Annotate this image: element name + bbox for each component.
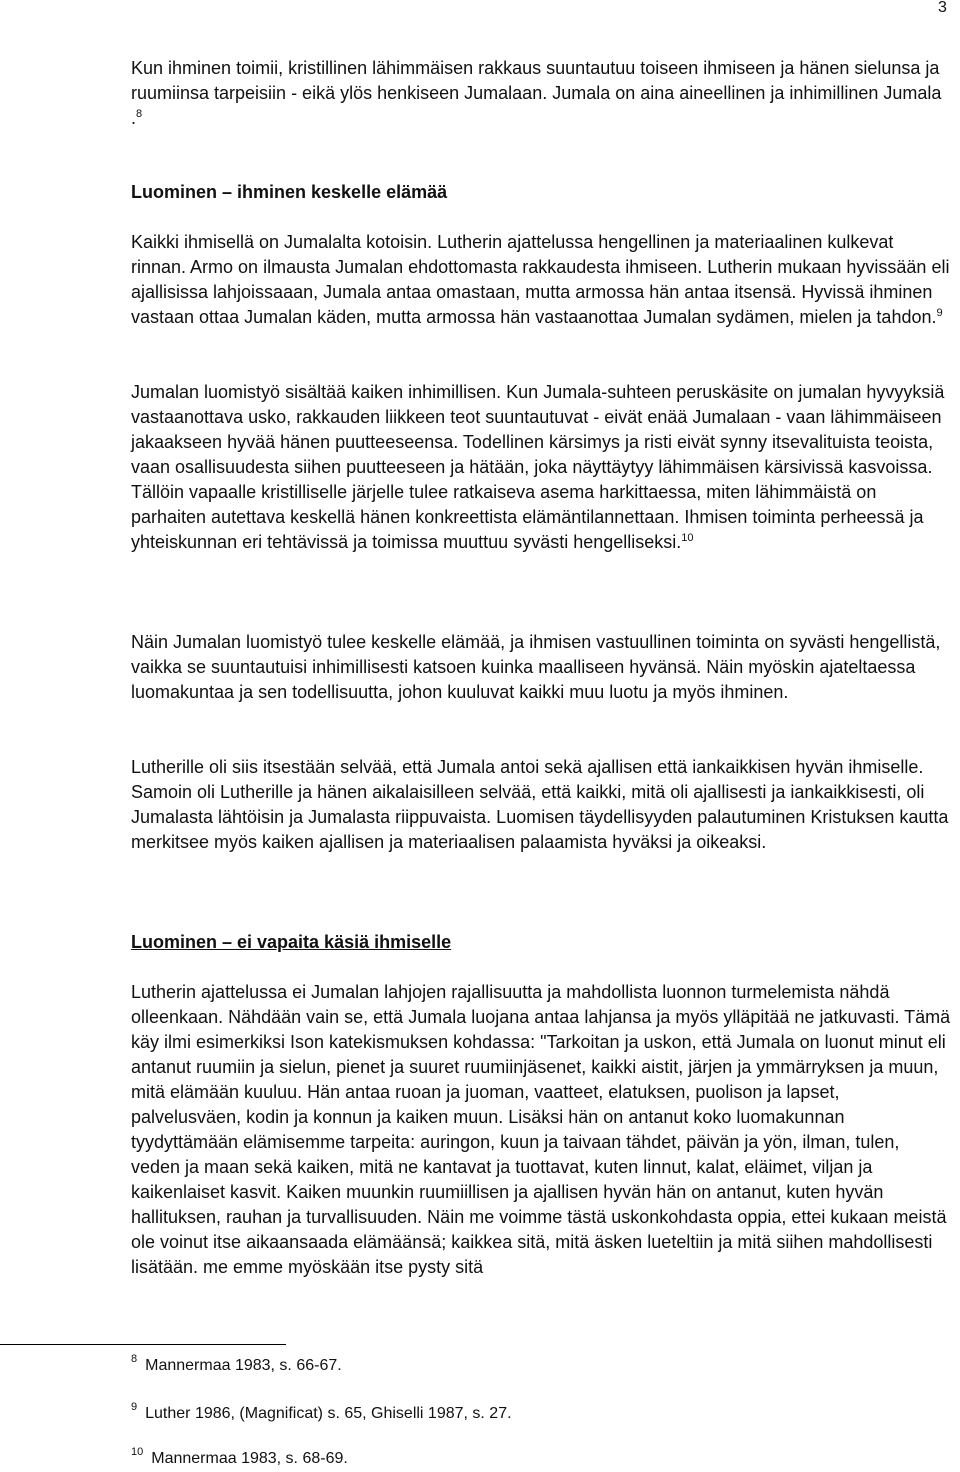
paragraph-center-of-life [131,630,953,705]
paragraph-text: Jumalan luomistyö sisältää kaiken inhimillisen. Kun Jumala-suhteen peruskäsite on jumalan hyvyyksiä vastaanottava usko, rakkauden liikkeen teot suuntautuvat - eivät enää Jumalaan - vaan lähimmäiseen jakaakseen hyvää hänen puutteeseensa. Todellinen kärsimys ja risti eivät synny itsevalituista teoista, vaan osallisuudesta siihen puutteeseen ja hätään, joka näyttäytyy lähimmäisen kärsivissä kasvoissa. Tällöin vapaalle kristilliselle järjelle tulee ratkaiseva asema harkittaessa, miten lähimmäistä on parhaiten autettava keskellä hänen konkreettista elämäntilannettaan. Ihmisen toiminta perheessä ja yhteiskunnan eri tehtävissä ja toimissa muuttuu syvästi hengelliseksi. [131,382,945,552]
footnote-number: 10 [131,1446,144,1458]
footnote-text: Mannermaa 1983, s. 68-69. [151,1450,348,1467]
footnote-ref: 10 [681,532,694,544]
paragraph-luther-good [131,755,953,855]
paragraph-text: Kun ihminen toimii, kristillinen lähimmäisen rakkaus suuntautuu toiseen ihmiseen ja hänen sielunsa ja ruumiinsa tarpeisiin - eikä ylös henkiseen Jumalaan. Jumala on aina aineellinen ja inhimillinen Jumala . [131,58,942,128]
page-number: 3 [938,0,947,16]
footnote-number: 8 [131,1353,138,1365]
paragraph-text: Näin Jumalan luomistyö tulee keskelle elämää, ja ihmisen vastuullinen toiminta on syvästi hengellistä, vaikka se suuntautuisi inhimillisesti katsoen kuinka maalliseen hyvänsä. Näin myöskin ajateltaessa luomakuntaa ja sen todellisuutta, johon kuuluvat kaikki muu luotu ja myös ihminen. [131,632,941,702]
footnote [131,1401,512,1424]
footnote-ref: 9 [936,307,943,319]
footnote-divider [0,1344,286,1345]
footnote-ref: 8 [136,108,143,120]
paragraph-catechism [131,980,953,1280]
footnote-text: Mannermaa 1983, s. 66-67. [145,1357,342,1374]
paragraph-human-work [131,380,953,555]
paragraph-text: Kaikki ihmisellä on Jumalalta kotoisin. Lutherin ajattelussa hengellinen ja materiaalinen kulkevat rinnan. Armo on ilmausta Jumalan ehdottomasta rakkaudesta ihmiseen. Lutherin mukaan hyvissään eli ajallisissa lahjoissaaan, Jumala antaa omastaan, mutta armossa hän antaa itsensä. Hyvissä ihminen vastaan ottaa Jumalan käden, mutta armossa hän vastaanottaa Jumalan sydämen, mielen ja tahdon. [131,232,950,327]
paragraph-text: Lutherin ajattelussa ei Jumalan lahjojen rajallisuutta ja mahdollista luonnon turmelemista nähdä olleenkaan. Nähdään vain se, että Jumala luojana antaa lahjansa ja myös ylläpitää ne jatkuvasti. Tämä käy ilmi esimerkiksi Ison katekismuksen kohdassa: "Tarkoitan ja uskon, että Jumala on luonut minut eli antanut ruumiin ja sielun, pienet ja suuret ruumiinjäsenet, kaikki aistit, järjen ja ymmärryksen ja muun, mitä elämään kuuluu. Hän antaa ruoan ja juoman, vaatteet, elatuksen, puolison ja lapset, palvelusväen, kodin ja konnun ja kaiken muun. Lisäksi hän on antanut koko luomakunnan tyydyttämään elämisemme tarpeita: auringon, kuun ja taivaan tähdet, päivän ja yön, ilman, tulen, veden ja maan sekä kaiken, mitä ne kantavat ja tuottavat, kuten linnut, kalat, eläimet, viljan ja kaikenlaiset kasvit. Kaiken muunkin ruumiillisen ja ajallisen hyvän hän on antanut, kuten hyvän hallituksen, rauhan ja turvallisuuden. Näin me voimme tästä uskonkohdasta oppia, ettei kukaan meistä ole voinut itse aikaansaada elämäänsä; kaikkea sitä, mitä äsken lueteltiin ja mitä siihen mahdollisesti lisätään. me emme myöskään itse pysty sitä [131,982,951,1277]
footnote [131,1353,342,1376]
footnote-number: 9 [131,1401,138,1413]
paragraph-text: Lutherille oli siis itsestään selvää, että Jumala antoi sekä ajallisen että iankaikkisen hyvän ihmiselle. Samoin oli Lutherille ja hänen aikalaisilleen selvää, että kaikki, mitä oli ajallisesti ja iankaikkisesti, oli Jumalasta lähtöisin ja Jumalasta riippuvaista. Luomisen täydellisyyden palautuminen Kristuksen kautta merkitsee myös kaiken ajallisen ja materiaalisen palaamista hyväksi ja oikeaksi. [131,757,949,852]
section-heading: Luominen – ei vapaita käsiä ihmiselle [131,932,452,952]
paragraph-creation [131,230,953,330]
section-heading: Luominen – ihminen keskelle elämää [131,182,448,202]
paragraph-intro [131,56,953,131]
footnote-text: Luther 1986, (Magnificat) s. 65, Ghiselli 1987, s. 27. [145,1405,512,1422]
footnote [131,1446,348,1469]
